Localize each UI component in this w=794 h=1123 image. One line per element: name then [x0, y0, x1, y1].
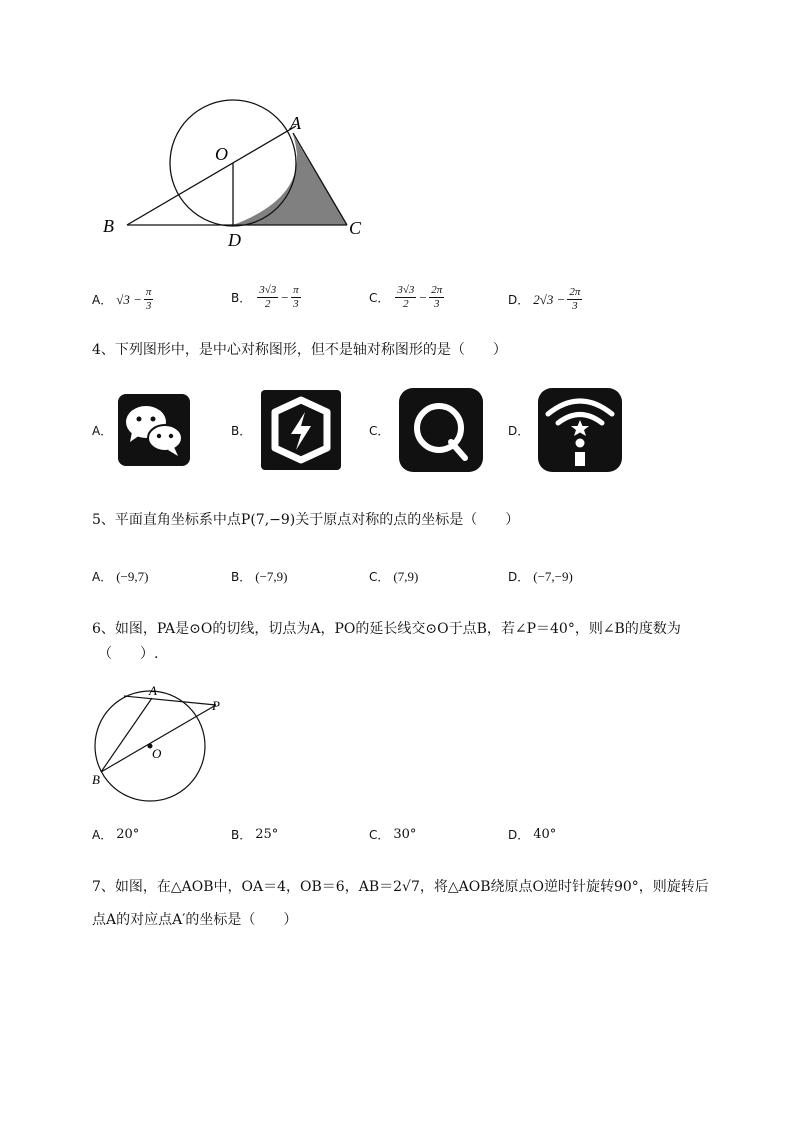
option-letter: A．: [92, 293, 113, 307]
option-value: (−7,−9): [533, 568, 573, 584]
label-p: P: [212, 698, 220, 713]
question-4-text: 4、下列图形中，是中心对称图形，但不是轴对称图形的是（ ）: [92, 342, 507, 358]
question-7-line-2: 点A的对应点A′的坐标是（ ）: [92, 912, 298, 928]
shaded-region: [233, 135, 347, 225]
option-value: (−9,7): [116, 568, 149, 584]
option-fraction: $\frac{\pi}{3}$: [145, 286, 152, 312]
q6-option-d[interactable]: [508, 826, 556, 843]
q3-option-a[interactable]: [92, 286, 155, 313]
label-b: B: [103, 216, 114, 236]
q3-option-c[interactable]: [369, 284, 446, 311]
q5-option-b[interactable]: [231, 568, 287, 585]
option-fraction-1: $\frac{3√3}{2}$: [259, 284, 277, 310]
option-fraction-2: $\frac{\pi}{3}$: [293, 284, 299, 310]
option-letter: C．: [369, 570, 390, 584]
option-letter: B．: [231, 828, 252, 842]
option-value: 30°: [393, 827, 417, 842]
question-5-text: 5、平面直角坐标系中点P(7,−9)关于原点对称的点的坐标是（ ）: [92, 512, 520, 528]
figure-circle-tangent-secant: [88, 680, 238, 805]
label-a: A: [290, 113, 301, 133]
figure-circle-tangent: [95, 95, 385, 255]
option-fraction: $\frac{2\pi}{3}$: [569, 286, 581, 312]
option-letter: C．: [369, 291, 390, 305]
option-letter: C．: [369, 423, 390, 438]
option-letter: A．: [92, 828, 113, 842]
option-fraction-2: $\frac{2\pi}{3}$: [431, 284, 443, 310]
magnifier-icon: [399, 388, 483, 472]
option-letter: B．: [231, 570, 252, 584]
q4-option-d[interactable]: [508, 388, 622, 472]
option-letter: D．: [508, 828, 530, 842]
q6-option-c[interactable]: [369, 826, 416, 843]
option-letter: D．: [508, 423, 530, 438]
q5-option-a[interactable]: [92, 568, 148, 585]
option-letter: B．: [231, 291, 252, 305]
wechat-icon: [118, 394, 190, 466]
tangent-pa: [124, 696, 216, 705]
q6-option-a[interactable]: [92, 826, 139, 843]
label-o: O: [215, 144, 228, 164]
option-expr-pre: 2√3 −: [533, 291, 566, 307]
q4-option-c[interactable]: [369, 388, 483, 472]
q5-option-c[interactable]: [369, 568, 418, 585]
option-value: 40°: [533, 827, 557, 842]
q6-option-b[interactable]: [231, 826, 278, 843]
q5-option-d[interactable]: [508, 568, 573, 585]
option-minus: −: [280, 289, 290, 305]
question-6-line-2: （ ）.: [98, 646, 159, 662]
secant-pb: [101, 705, 216, 772]
q4-option-a[interactable]: [92, 394, 190, 466]
option-expr-pre: √3 −: [116, 291, 142, 307]
wifi-signal-icon: [538, 388, 622, 472]
option-letter: D．: [508, 570, 530, 584]
label-b: B: [92, 772, 100, 787]
option-value: 20°: [116, 827, 140, 842]
option-minus: −: [418, 289, 428, 305]
option-letter: A．: [92, 423, 113, 438]
option-fraction-1: $\frac{3√3}{2}$: [397, 284, 415, 310]
option-value: (7,9): [393, 568, 419, 584]
question-6-line-1: 6、如图，PA是⊙O的切线，切点为A，PO的延长线交⊙O于点B，若∠P＝40°，则∠B的度数为: [92, 621, 681, 637]
option-value: 25°: [255, 827, 279, 842]
label-a: A: [149, 683, 157, 698]
lightning-icon: [261, 390, 341, 470]
option-letter: C．: [369, 828, 390, 842]
q3-option-b[interactable]: [231, 284, 303, 311]
option-value: (−7,9): [255, 568, 288, 584]
q4-option-b[interactable]: [231, 390, 341, 470]
label-c: C: [349, 218, 362, 238]
question-7-line-1: 7、如图，在△AOB中，OA＝4，OB＝6，AB＝2√7，将△AOB绕原点O逆时针旋转90°，则旋转后: [92, 879, 709, 895]
label-o: O: [152, 746, 162, 761]
q3-option-d[interactable]: [508, 286, 584, 313]
label-d: D: [228, 230, 241, 250]
option-letter: B．: [231, 423, 252, 438]
option-letter: D．: [508, 293, 530, 307]
option-letter: A．: [92, 570, 113, 584]
